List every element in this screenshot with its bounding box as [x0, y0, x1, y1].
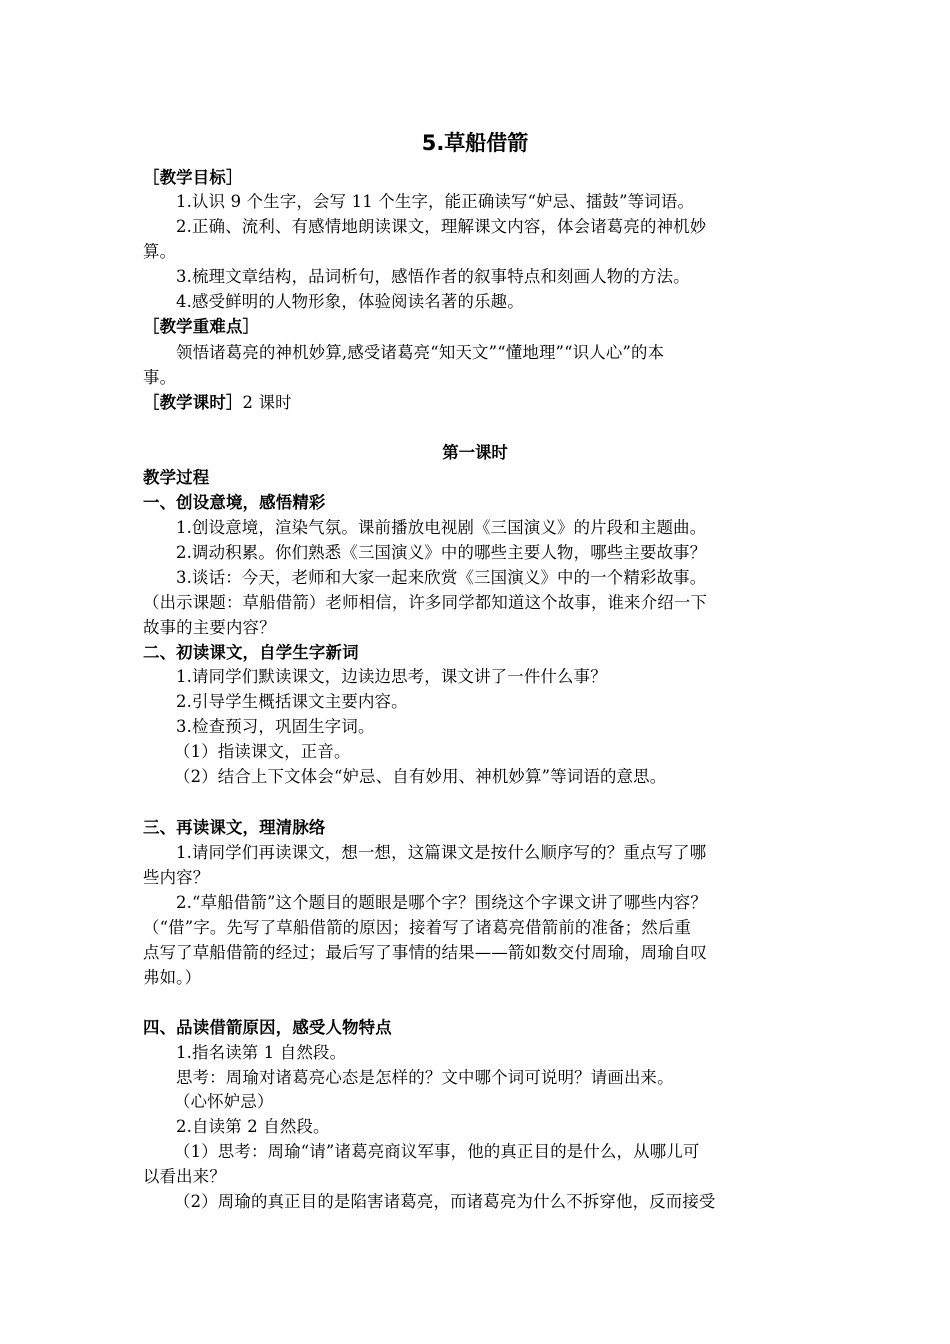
section-line: （出示课题：草船借箭）老师相信，许多同学都知道这个故事，谁来介绍一下	[143, 593, 708, 612]
section-line: 2.调动积累。你们熟悉《三国演义》中的哪些主要人物，哪些主要故事？	[176, 543, 707, 562]
hours-line	[143, 391, 808, 415]
section-line: 弗如。）	[143, 968, 202, 987]
section-line: 3.谈话：今天，老师和大家一起来欣赏《三国演义》中的一个精彩故事。	[176, 568, 707, 587]
section-heading: 一、创设意境，感悟精彩	[143, 493, 326, 512]
goals-item: 3.梳理文章结构，品词析句，感悟作者的叙事特点和刻画人物的方法。	[176, 267, 690, 286]
section-line: （2）结合上下文体会“妒忌、自有妙用、神机妙算”等词语的意思。	[174, 767, 667, 786]
section-line: （2）周瑜的真正目的是陷害诸葛亮，而诸葛亮为什么不拆穿他，反而接受	[174, 1192, 716, 1211]
section-line: （1）指读课文，正音。	[174, 742, 351, 761]
section-line: （1）思考：周瑜“请”诸葛亮商议军事，他的真正目的是什么，从哪儿可	[174, 1142, 700, 1161]
section-line: 些内容？	[143, 868, 210, 887]
goals-item: 算。	[143, 242, 177, 261]
goals-item: 2.正确、流利、有感情地朗读课文，理解课文内容，体会诸葛亮的神机妙	[176, 217, 707, 236]
section-heading: 二、初读课文，自学生字新词	[143, 643, 359, 662]
section-line: 以看出来？	[143, 1167, 226, 1186]
section-line: 点写了草船借箭的经过；最后写了事情的结果——箭如数交付周瑜，周瑜自叹	[143, 943, 708, 962]
hours-value: 2 课时	[242, 393, 292, 412]
section-heading: 三、再读课文，理清脉络	[143, 818, 326, 837]
section-line: 故事的主要内容？	[143, 618, 276, 637]
process-heading: 教学过程	[143, 468, 210, 487]
section-line: 2.自读第 2 自然段。	[176, 1117, 330, 1136]
keypoints-text: 事。	[143, 368, 177, 387]
hours-heading: ［教学课时］	[143, 393, 243, 412]
section-line: 1.创设意境，渲染气氛。课前播放电视剧《三国演义》的片段和主题曲。	[176, 518, 707, 537]
section-line: （心怀妒忌）	[174, 1092, 274, 1111]
section-line: 思考：周瑜对诸葛亮心态是怎样的？文中哪个词可说明？请画出来。	[176, 1068, 674, 1087]
section-line: 2.“草船借箭”这个题目的题眼是哪个字？围绕这个字课文讲了哪些内容？	[176, 893, 707, 912]
section-line: 1.请同学们默读课文，边读边思考，课文讲了一件什么事？	[176, 667, 607, 686]
section-line: 3.检查预习，巩固生字词。	[176, 717, 375, 736]
lesson-title: 第一课时	[442, 443, 508, 462]
section-line: 2.引导学生概括课文主要内容。	[176, 692, 408, 711]
section-line: 1.指名读第 1 自然段。	[176, 1043, 347, 1062]
keypoints-heading: ［教学重难点］	[143, 317, 260, 336]
section-line: （“借”字。先写了草船借箭的原因；接着写了诸葛亮借箭前的准备；然后重	[143, 918, 692, 937]
document-title: 5.草船借箭	[421, 131, 529, 155]
goals-heading: ［教学目标］	[143, 168, 243, 187]
goals-item: 1.认识 9 个生字，会写 11 个生字，能正确读写“妒忌、擂鼓”等词语。	[176, 192, 695, 211]
section-heading: 四、品读借箭原因，感受人物特点	[143, 1018, 392, 1037]
keypoints-text: 领悟诸葛亮的神机妙算,感受诸葛亮“知天文”“懂地理”“识人心”的本	[176, 343, 665, 362]
goals-item: 4.感受鲜明的人物形象，体验阅读名著的乐趣。	[176, 292, 524, 311]
section-line: 1.请同学们再读课文，想一想，这篇课文是按什么顺序写的？重点写了哪	[176, 843, 707, 862]
